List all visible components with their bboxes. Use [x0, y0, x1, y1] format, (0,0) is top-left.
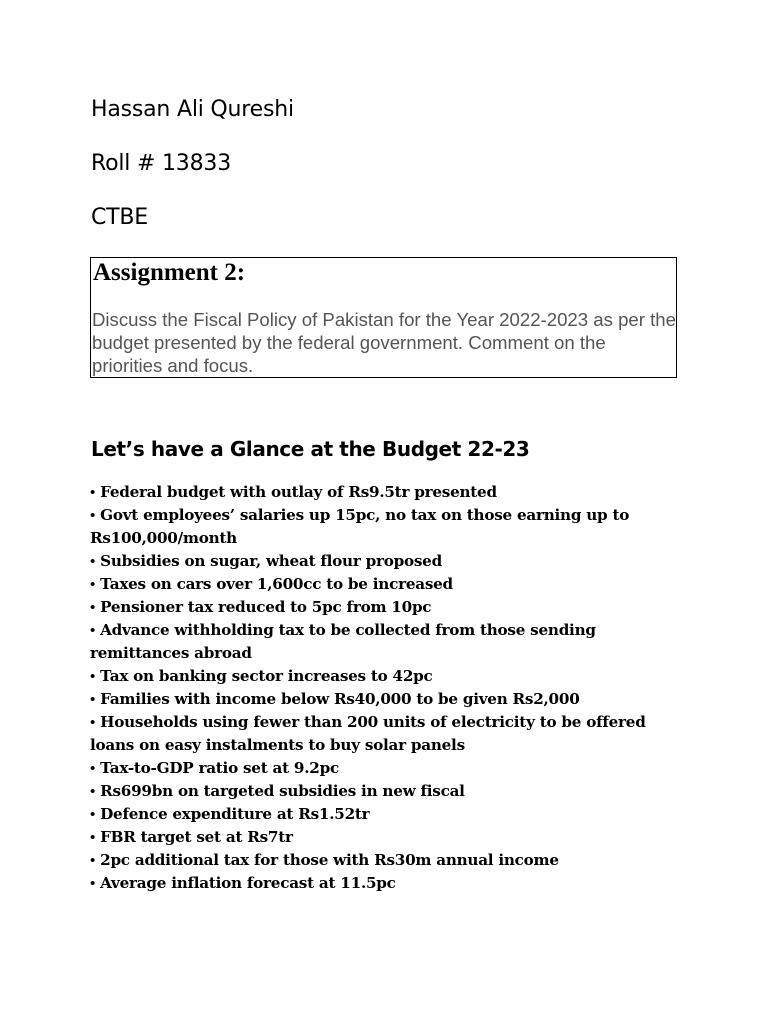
assignment-prompt: Discuss the Fiscal Policy of Pakistan for the Year 2022-2023 as per the budget presented by the federal government. Comment on the priorities and focus.: [92, 309, 676, 376]
list-item: [90, 757, 690, 780]
list-item-text: Rs699bn on targeted subsidies in new fiscal: [100, 782, 465, 800]
list-item-text: Average inflation forecast at 11.5pc: [100, 874, 396, 892]
student-name: Hassan Ali Qureshi: [91, 97, 294, 122]
bullet-icon: •: [90, 714, 96, 731]
bullet-icon: •: [90, 852, 96, 869]
list-item-text: Tax-to-GDP ratio set at 9.2pc: [100, 759, 339, 777]
bullet-icon: •: [90, 760, 96, 777]
bullet-icon: •: [90, 507, 96, 524]
list-item-text: Subsidies on sugar, wheat flour proposed: [100, 552, 442, 570]
bullet-icon: •: [90, 806, 96, 823]
list-item: [90, 504, 690, 550]
list-item: [90, 872, 690, 895]
list-item-text: Advance withholding tax to be collected from those sending remittances abroad: [90, 621, 596, 662]
list-item-text: Federal budget with outlay of Rs9.5tr presented: [100, 483, 497, 501]
list-item-text: 2pc additional tax for those with Rs30m annual income: [100, 851, 559, 869]
bullet-icon: •: [90, 484, 96, 501]
list-item-text: Tax on banking sector increases to 42pc: [100, 667, 433, 685]
list-item: [90, 711, 690, 757]
section-heading: Let’s have a Glance at the Budget 22-23: [91, 437, 530, 461]
list-item: [90, 619, 690, 665]
program-name: CTBE: [91, 205, 148, 230]
list-item: [90, 849, 690, 872]
list-item: [90, 481, 690, 504]
list-item: [90, 596, 690, 619]
bullet-icon: •: [90, 668, 96, 685]
list-item: [90, 826, 690, 849]
assignment-box: [90, 257, 677, 378]
list-item-text: Pensioner tax reduced to 5pc from 10pc: [100, 598, 432, 616]
bullet-icon: •: [90, 829, 96, 846]
list-item-text: Families with income below Rs40,000 to be given Rs2,000: [100, 690, 580, 708]
roll-number: Roll # 13833: [91, 151, 231, 176]
bullet-icon: •: [90, 622, 96, 639]
bullet-icon: •: [90, 691, 96, 708]
list-item-text: Households using fewer than 200 units of electricity to be offered loans on easy instalments to buy solar panels: [90, 713, 646, 754]
list-item: [90, 573, 690, 596]
budget-highlights-list: [90, 481, 690, 895]
list-item: [90, 688, 690, 711]
list-item-text: FBR target set at Rs7tr: [100, 828, 293, 846]
list-item-text: Govt employees’ salaries up 15pc, no tax on those earning up to Rs100,000/month: [90, 506, 630, 547]
list-item-text: Taxes on cars over 1,600cc to be increased: [100, 575, 453, 593]
list-item: [90, 550, 690, 573]
list-item: [90, 803, 690, 826]
assignment-title: Assignment 2:: [93, 259, 246, 286]
bullet-icon: •: [90, 783, 96, 800]
bullet-icon: •: [90, 576, 96, 593]
list-item: [90, 665, 690, 688]
list-item-text: Defence expenditure at Rs1.52tr: [100, 805, 370, 823]
bullet-icon: •: [90, 875, 96, 892]
bullet-icon: •: [90, 553, 96, 570]
bullet-icon: •: [90, 599, 96, 616]
list-item: [90, 780, 690, 803]
